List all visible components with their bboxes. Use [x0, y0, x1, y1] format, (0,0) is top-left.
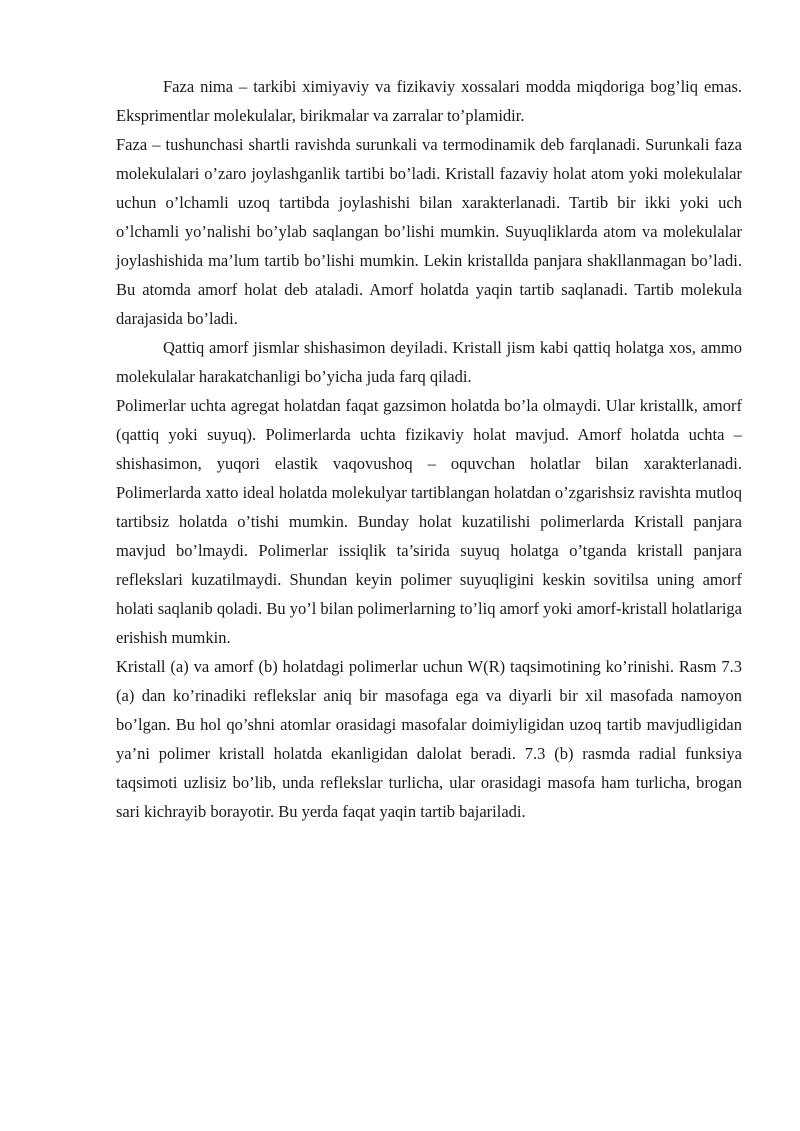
document-body: [116, 72, 742, 826]
paragraph-amorf-solids: Qattiq amorf jismlar shishasimon deyiladi. Kristall jism kabi qattiq holatga xos, ammo molekulalar harakatchanligi bo’yicha juda farq qiladi.: [116, 338, 742, 386]
paragraph-faza-types: Faza – tushunchasi shartli ravishda surunkali va termodinamik deb farqlanadi. Surunkali faza molekulalari o’zaro joylashganlik tartibi bo’ladi. Kristall fazaviy holat atom yoki molekulalar uchun o’lchamli uzoq tartibda joylashishi bilan xarakterlanadi. Tartib bir ikki yoki uch o’lchamli yo’nalishi bo’ylab saqlangan bo’lishi mumkin. Suyuqliklarda atom va molekulalar joylashishida ma’lum tartib bo’lishi mumkin. Lekin kristallda panjara shakllanmagan bo’ladi. Bu atomda amorf holat deb ataladi. Amorf holatda yaqin tartib saqlanadi. Tartib molekula darajasida bo’ladi.: [116, 135, 742, 328]
paragraph-faza-definition: Faza nima – tarkibi ximiyaviy va fizikaviy xossalari modda miqdoriga bog’liq emas. Eksprimentlar molekulalar, birikmalar va zarralar to’plamidir.: [116, 77, 742, 125]
paragraph-radial-distribution: Kristall (a) va amorf (b) holatdagi polimerlar uchun W(R) taqsimotining ko’rinishi. Rasm 7.3 (a) dan ko’rinadiki reflekslar aniq bir masofaga ega va diyarli bir xil masofada namoyon bo’lgan. Bu hol qo’shni atomlar orasidagi masofalar doimiyligidan uzoq tartib mavjudligidan ya’ni polimer kristall holatda ekanligidan dalolat beradi. 7.3 (b) rasmda radial funksiya taqsimoti uzlisiz bo’lib, unda reflekslar turlicha, ular orasidagi masofa ham turlicha, brogan sari kichrayib borayotir. Bu yerda faqat yaqin tartib bajariladi.: [116, 657, 742, 821]
paragraph-polymer-states: Polimerlar uchta agregat holatdan faqat gazsimon holatda bo’la olmaydi. Ular kristallk, amorf (qattiq yoki suyuq). Polimerlarda uchta fizikaviy holat mavjud. Amorf holatda uchta – shishasimon, yuqori elastik vaqovushoq – oquvchan holatlar bilan xarakterlanadi. Polimerlarda xatto ideal holatda molekulyar tartiblangan holatdan o’zgarishsiz ravishta mutloq tartibsiz holatda o’tishi mumkin. Bunday holat kuzatilishi polimerlarda Kristall panjara mavjud bo’lmaydi. Polimerlar issiqlik ta’sirida suyuq holatga o’tganda kristall panjara reflekslari kuzatilmaydi. Shundan keyin polimer suyuqligini keskin sovitilsa uning amorf holati saqlanib qoladi. Bu yo’l bilan polimerlarning to’liq amorf yoki amorf-kristall holatlariga erishish mumkin.: [116, 396, 742, 647]
